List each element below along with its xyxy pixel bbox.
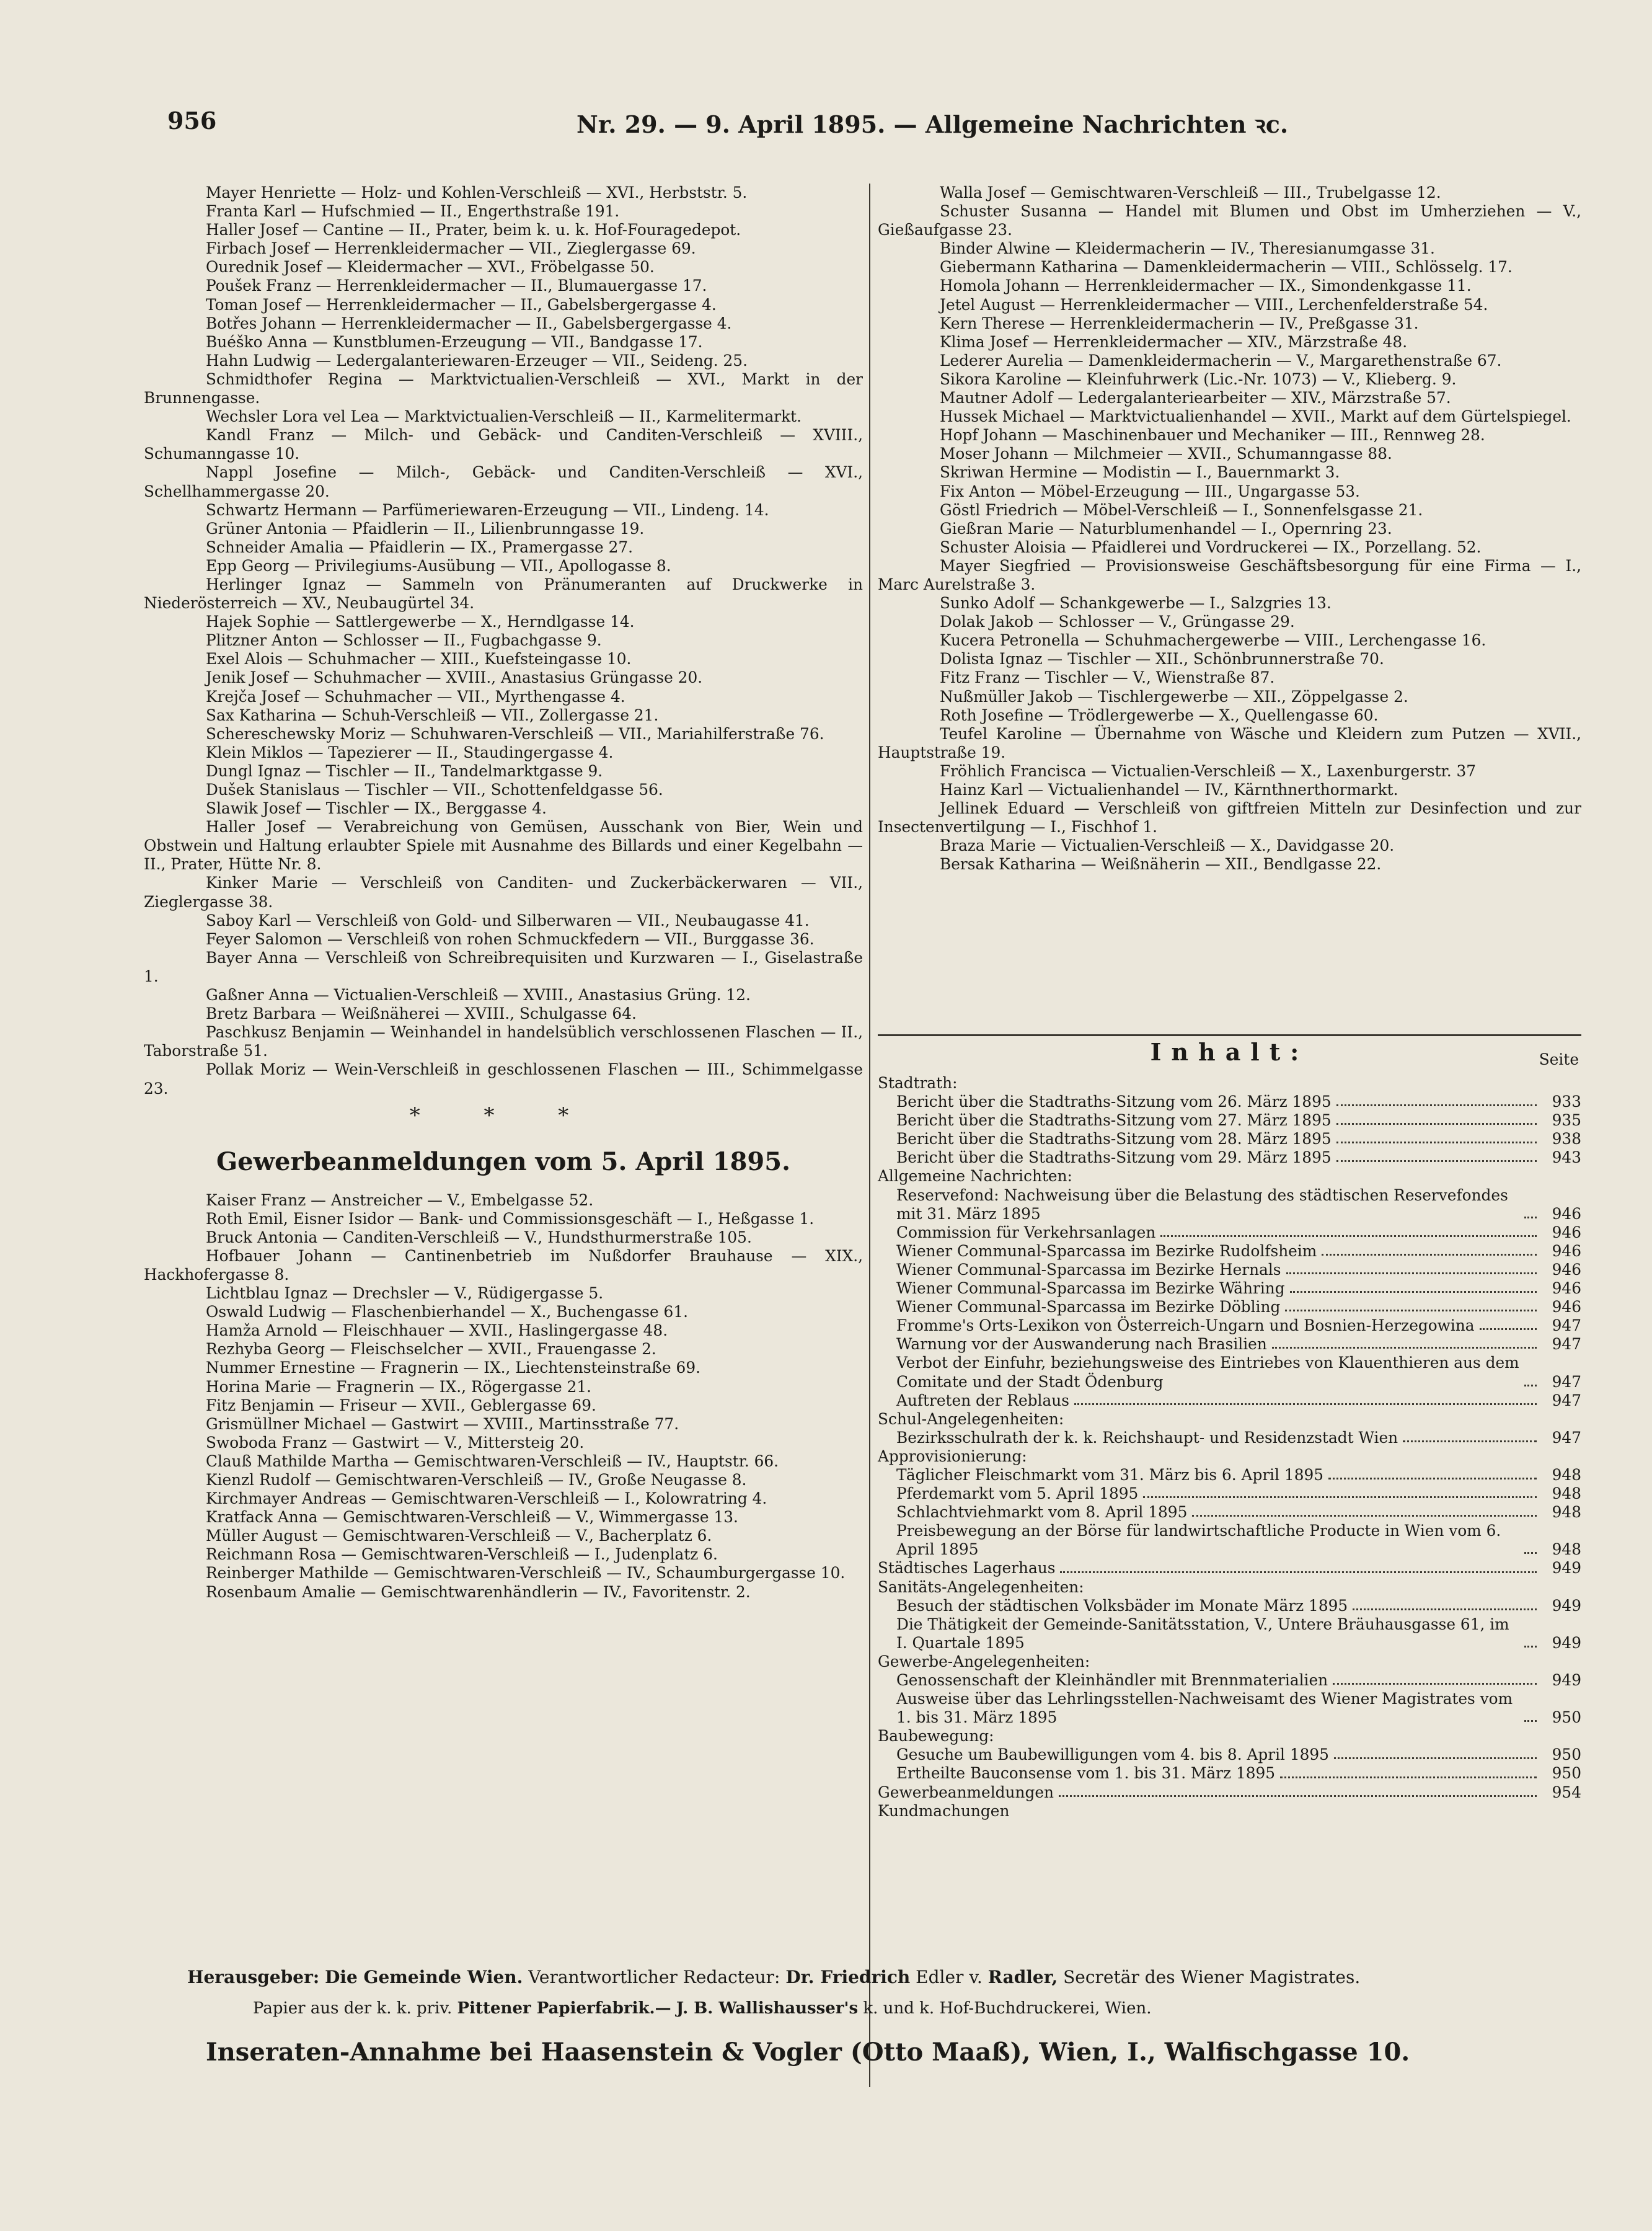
toc-row [878, 1148, 1581, 1167]
trade-entry: Kandl Franz — Milch- und Gebäck- und Canditen-Verschleiß — XVIII., Schumanngasse 10. [144, 426, 863, 463]
trade-entry: Wechsler Lora vel Lea — Marktvictualien-Verschleiß — II., Karmelitermarkt. [206, 407, 802, 426]
toc-row [878, 1279, 1581, 1298]
toc-page-number: 947 [1552, 1335, 1581, 1354]
editor-title: Edler v. [916, 1967, 983, 1987]
toc-row [878, 1298, 1581, 1316]
toc-page-number: 938 [1552, 1130, 1581, 1148]
toc-leader-dots [1322, 1254, 1537, 1256]
registration-entry: Fitz Benjamin — Friseur — XVII., Geblergasse 69. [206, 1396, 596, 1414]
toc-title: Inhalt: [1150, 1038, 1309, 1066]
trade-entry: Kinker Marie — Verschleiß von Canditen- und Zuckerbäckerwaren — VII., Zieglergasse 38. [144, 874, 863, 911]
trade-entry: Firbach Josef — Herrenkleidermacher — VII., Zieglergasse 69. [206, 239, 696, 258]
toc-row [878, 1484, 1581, 1503]
toc-page-number: 948 [1552, 1540, 1581, 1559]
toc-page-number: 954 [1552, 1783, 1581, 1801]
registration-entry: Horina Marie — Fragnerin — IX., Rögergasse 21. [206, 1377, 592, 1396]
trade-entry: Gießran Marie — Naturblumenhandel — I., Opernring 23. [940, 519, 1392, 538]
toc-entry-text: Die Thätigkeit der Gemeinde-Sanitätsstation, V., Untere Bräuhausgasse 61, im I. Quartale 1895 [896, 1615, 1509, 1652]
registration-entry: Clauß Mathilde Martha — Gemischtwaren-Verschleiß — IV., Hauptstr. 66. [206, 1452, 779, 1470]
trade-entry: Sikora Karoline — Kleinfuhrwerk (Lic.-Nr. 1073) — V., Klieberg. 9. [940, 370, 1457, 388]
toc-leader-dots [1059, 1795, 1537, 1797]
registration-entry: Oswald Ludwig — Flaschenbierhandel — X., Buchengasse 61. [206, 1303, 688, 1321]
registration-entry: Swoboda Franz — Gastwirt — V., Mittersteig 20. [206, 1433, 585, 1452]
trade-entry: Dušek Stanislaus — Tischler — VII., Schottenfeldgasse 56. [206, 781, 663, 799]
toc-entry-text: Allgemeine Nachrichten: [878, 1167, 1072, 1186]
trade-entry: Fix Anton — Möbel-Erzeugung — III., Ungargasse 53. [940, 482, 1360, 500]
toc-page-number: 950 [1552, 1708, 1581, 1727]
toc-entry-text: Gesuche um Baubewilligungen vom 4. bis 8. April 1895 [896, 1745, 1329, 1764]
printer-name: J. B. Wallishausser's [676, 1999, 859, 2018]
toc-leader-dots [1285, 1310, 1537, 1311]
toc-leader-dots [1333, 1683, 1537, 1685]
toc-leader-dots [1192, 1515, 1537, 1517]
trade-entry: Homola Johann — Herrenkleidermacher — IX., Simondenkgasse 11. [940, 277, 1472, 295]
trade-entry: Hajek Sophie — Sattlergewerbe — X., Herndlgasse 14. [206, 613, 635, 631]
toc-page-number: 947 [1552, 1316, 1581, 1335]
trade-entry: Schneider Amalia — Pfaidlerin — IX., Pramergasse 27. [206, 538, 634, 556]
toc-entry-text: Bericht über die Stadtraths-Sitzung vom 26. März 1895 [896, 1093, 1332, 1111]
toc-row [878, 1559, 1581, 1577]
toc-entry-text: Bericht über die Stadtraths-Sitzung vom 29. März 1895 [896, 1148, 1332, 1167]
toc-page-number: 948 [1552, 1465, 1581, 1484]
toc-page-number: 949 [1552, 1633, 1581, 1652]
trade-entry: Skriwan Hermine — Modistin — I., Bauernmarkt 3. [940, 463, 1340, 482]
trade-entry: Mautner Adolf — Ledergalanteriearbeiter — XIV., Märzstraße 57. [940, 389, 1451, 407]
toc-entry-text: Täglicher Fleischmarkt vom 31. März bis 6. April 1895 [896, 1465, 1324, 1484]
toc-leader-dots [1160, 1235, 1537, 1237]
toc-leader-dots [1524, 1646, 1537, 1648]
trade-entry: Giebermann Katharina — Damenkleidermacherin — VIII., Schlösselg. 17. [940, 258, 1513, 277]
registration-entry: Grismüllner Michael — Gastwirt — XVIII., Martinsstraße 77. [206, 1414, 679, 1433]
toc-row [878, 1615, 1581, 1652]
toc-page-number: 950 [1552, 1745, 1581, 1764]
trade-entry: Botřes Johann — Herrenkleidermacher — II., Gabelsbergergasse 4. [206, 314, 732, 332]
trade-entry: Schuster Aloisia — Pfaidlerei und Vordruckerei — IX., Porzellang. 52. [940, 538, 1482, 556]
toc-row [878, 1783, 1581, 1802]
toc-row [878, 1186, 1581, 1223]
toc-entry-text: Gewerbeanmeldungen [878, 1783, 1054, 1801]
toc-page-number: 943 [1552, 1148, 1581, 1167]
trade-entry: Braza Marie — Victualien-Verschleiß — X., Davidgasse 20. [940, 836, 1395, 855]
table-of-contents [878, 1038, 1581, 1821]
registration-entry: Lichtblau Ignaz — Drechsler — V., Rüdigergasse 5. [206, 1284, 604, 1303]
trade-entry: Bersak Katharina — Weißnäherin — XII., Bendlgasse 22. [940, 855, 1382, 874]
trade-entry: Jenik Josef — Schuhmacher — XVIII., Anastasius Grüngasse 20. [206, 668, 703, 687]
toc-row [878, 1671, 1581, 1690]
toc-entry-text: Gewerbe-Angelegenheiten: [878, 1652, 1090, 1670]
toc-row [878, 1242, 1581, 1261]
toc-entry-text: Städtisches Lagerhaus [878, 1559, 1056, 1577]
section-divider-stars: * * * [409, 1102, 598, 1128]
toc-page-number: 948 [1552, 1503, 1581, 1522]
trade-entry: Klima Josef — Herrenkleidermacher — XIV., Märzstraße 48. [940, 332, 1408, 351]
toc-page-number: 946 [1552, 1298, 1581, 1316]
toc-row [878, 1745, 1581, 1764]
toc-entry-text: Bericht über die Stadtraths-Sitzung vom 28. März 1895 [896, 1130, 1332, 1148]
toc-leader-dots [1328, 1478, 1537, 1479]
trade-entry: Slawik Josef — Tischler — IX., Berggasse 4. [206, 799, 547, 818]
paper-mill: Pittener Papierfabrik.— [457, 1999, 671, 2018]
printer-details: k. und k. Hof-Buchdruckerei, Wien. [863, 1999, 1152, 2018]
trade-entry: Toman Josef — Herrenkleidermacher — II., Gabelsbergergasse 4. [206, 295, 717, 314]
registration-entry: Reinberger Mathilde — Gemischtwaren-Verschleiß — IV., Schaumburgergasse 10. [206, 1564, 846, 1582]
toc-row [878, 1335, 1581, 1354]
header-title: Nr. 29. — 9. April 1895. — Allgemeine Nachrichten ꝛc. [576, 110, 1289, 138]
toc-entry-text: Wiener Communal-Sparcassa im Bezirke Döbling [896, 1298, 1281, 1316]
toc-page-number: 947 [1552, 1391, 1581, 1409]
trade-entry: Hainz Karl — Victualienhandel — IV., Kärnthnerthormarkt. [940, 781, 1398, 799]
toc-entry-text: Schul-Angelegenheiten: [878, 1409, 1064, 1428]
editor-surname: Radler, [987, 1967, 1058, 1987]
trade-entry: Krejča Josef — Schuhmacher — VII., Myrthengasse 4. [206, 687, 625, 706]
advertising-line: Inseraten-Annahme bei Haasenstein & Vogler (Otto Maaß), Wien, I., Walfischgasse 10. [206, 2038, 1410, 2067]
registration-entry: Rosenbaum Amalie — Gemischtwarenhändlerin — IV., Favoritenstr. 2. [206, 1582, 751, 1601]
toc-row [878, 1597, 1581, 1615]
publisher-label: Herausgeber: [187, 1967, 320, 1987]
imprint-footer [144, 1957, 1508, 2087]
trade-entry: Roth Josefine — Trödlergewerbe — X., Quellengasse 60. [940, 706, 1379, 724]
toc-leader-dots [1334, 1757, 1537, 1759]
toc-page-number: 950 [1552, 1764, 1581, 1783]
toc-row [878, 1167, 1581, 1186]
trade-entry: Grüner Antonia — Pfaidlerin — II., Lilienbrunngasse 19. [206, 519, 645, 538]
trade-entry: Klein Miklos — Tapezierer — II., Staudingergasse 4. [206, 743, 614, 761]
toc-entry-text: Reservefond: Nachweisung über die Belastung des städtischen Reservefondes mit 31. März 1895 [896, 1186, 1508, 1223]
toc-entry-text: Fromme's Orts-Lexikon von Österreich-Ungarn und Bosnien-Herzegowina [896, 1316, 1475, 1335]
trade-entry: Bayer Anna — Verschleiß von Schreibrequisiten und Kurzwaren — I., Giselastraße 1. [144, 948, 863, 985]
toc-leader-dots [1353, 1608, 1537, 1610]
toc-row [878, 1074, 1581, 1093]
left-entry-list [144, 184, 863, 1098]
toc-row [878, 1111, 1581, 1130]
column-divider [869, 184, 870, 2087]
toc-page-number: 947 [1552, 1428, 1581, 1447]
trade-entry: Pollak Moriz — Wein-Verschleiß in geschlossenen Flaschen — III., Schimmelgasse 23. [144, 1060, 863, 1098]
trade-entry: Buéško Anna — Kunstblumen-Erzeugung — VII., Bandgasse 17. [206, 332, 703, 351]
toc-list [878, 1074, 1581, 1821]
toc-page-number: 949 [1552, 1671, 1581, 1689]
trade-entry: Exel Alois — Schuhmacher — XIII., Kuefsteingasse 10. [206, 650, 632, 668]
trade-entry: Jetel August — Herrenkleidermacher — VIII., Lerchenfelderstraße 54. [940, 295, 1488, 314]
trade-entry: Sax Katharina — Schuh-Verschleiß — VII., Zollergasse 21. [206, 706, 659, 724]
trade-entry: Moser Johann — Milchmeier — XVII., Schumanngasse 88. [940, 445, 1392, 463]
toc-leader-dots [1480, 1328, 1537, 1330]
toc-page-number: 946 [1552, 1260, 1581, 1279]
toc-page-number: 946 [1552, 1241, 1581, 1260]
trade-entry: Dolista Ignaz — Tischler — XII., Schönbrunnerstraße 70. [940, 650, 1384, 668]
trade-entry: Paschkusz Benjamin — Weinhandel in handelsüblich verschlossenen Flaschen — II., Taborstraße 51. [144, 1023, 863, 1060]
toc-row [878, 1316, 1581, 1335]
editor-label: Verantwortlicher Redacteur: [528, 1967, 780, 1987]
toc-leader-dots [1524, 1217, 1537, 1218]
toc-leader-dots [1060, 1571, 1537, 1573]
registration-entry: Hamža Arnold — Fleischhauer — XVII., Haslingergasse 48. [206, 1321, 668, 1340]
trade-entry: Göstl Friedrich — Möbel-Verschleiß — I., Sonnenfelsgasse 21. [940, 500, 1423, 519]
trade-entry: Kucera Petronella — Schuhmachergewerbe — VIII., Lerchengasse 16. [940, 631, 1486, 650]
toc-leader-dots [1336, 1123, 1537, 1125]
trade-entry: Dolak Jakob — Schlosser — V., Grüngasse 29. [940, 613, 1295, 631]
toc-row [878, 1802, 1581, 1821]
toc-header [878, 1038, 1581, 1074]
toc-entry-text: Ausweise über das Lehrlingsstellen-Nachweisamt des Wiener Magistrates vom 1. bis 31. März 1895 [896, 1690, 1513, 1727]
trade-entry: Herlinger Ignaz — Sammeln von Pränumeranten auf Druckwerke in Niederösterreich — XV., Neubaugürtel 34. [144, 575, 863, 613]
toc-entry-text: Wiener Communal-Sparcassa im Bezirke Hernals [896, 1260, 1281, 1279]
toc-entry-text: Commission für Verkehrsanlagen [896, 1223, 1156, 1241]
toc-leader-dots [1403, 1440, 1537, 1442]
toc-entry-text: Warnung vor der Auswanderung nach Brasilien [896, 1335, 1267, 1354]
toc-leader-dots [1524, 1385, 1537, 1386]
registration-entry-list [144, 1191, 863, 1602]
trade-entry: Lederer Aurelia — Damenkleidermacherin — V., Margarethenstraße 67. [940, 351, 1502, 370]
trade-entry: Bretz Barbara — Weißnäherei — XVIII., Schulgasse 64. [206, 1005, 637, 1023]
toc-row [878, 1578, 1581, 1597]
toc-page-number: 947 [1552, 1372, 1581, 1391]
toc-row [878, 1764, 1581, 1783]
toc-row [878, 1261, 1581, 1279]
right-column [878, 184, 1581, 1030]
editor-position: Secretär des Wiener Magistrates. [1063, 1967, 1361, 1987]
trade-entry: Dungl Ignaz — Tischler — II., Tandelmarktgasse 9. [206, 761, 603, 780]
page-number: 956 [167, 107, 217, 135]
trade-entry: Gaßner Anna — Victualien-Verschleiß — XVIII., Anastasius Grüng. 12. [206, 986, 751, 1005]
toc-entry-text: Bezirksschulrath der k. k. Reichshaupt- und Residenzstadt Wien [896, 1428, 1398, 1447]
trade-entry: Ourednik Josef — Kleidermacher — XVI., Fröbelgasse 50. [206, 258, 655, 277]
imprint-line-1 [187, 1967, 1360, 1987]
toc-page-label: Seite [1539, 1050, 1579, 1068]
registration-entry: Reichmann Rosa — Gemischtwaren-Verschleiß — I., Judenplatz 6. [206, 1545, 718, 1564]
page-header [167, 107, 1506, 144]
trade-entry: Nappl Josefine — Milch-, Gebäck- und Canditen-Verschleiß — XVI., Schellhammergasse 20. [144, 463, 863, 500]
toc-entry-text: Bericht über die Stadtraths-Sitzung vom 27. März 1895 [896, 1111, 1332, 1130]
toc-divider [878, 1034, 1581, 1036]
editor-name: Dr. Friedrich [785, 1967, 911, 1987]
trade-entry: Fröhlich Francisca — Victualien-Verschleiß — X., Laxenburgerstr. 37 [940, 761, 1477, 780]
toc-entry-text: Pferdemarkt vom 5. April 1895 [896, 1484, 1139, 1503]
trade-entry: Fitz Franz — Tischler — V., Wienstraße 87. [940, 668, 1275, 687]
trade-entry: Hussek Michael — Marktvictualienhandel — XVII., Markt auf dem Gürtelspiegel. [940, 407, 1571, 426]
trade-entry: Binder Alwine — Kleidermacherin — IV., Theresianumgasse 31. [940, 239, 1435, 258]
toc-entry-text: Baubewegung: [878, 1727, 994, 1745]
toc-row [878, 1503, 1581, 1522]
trade-entry: Nußmüller Jakob — Tischlergewerbe — XII., Zöppelgasse 2. [940, 687, 1408, 706]
toc-leader-dots [1336, 1104, 1537, 1106]
toc-leader-dots [1290, 1291, 1537, 1293]
toc-leader-dots [1336, 1160, 1537, 1162]
toc-row [878, 1130, 1581, 1148]
toc-leader-dots [1143, 1496, 1537, 1498]
toc-entry-text: Stadtrath: [878, 1074, 958, 1092]
toc-leader-dots [1286, 1272, 1537, 1274]
toc-leader-dots [1074, 1403, 1537, 1405]
toc-entry-text: Schlachtviehmarkt vom 8. April 1895 [896, 1503, 1188, 1522]
trade-entry: Feyer Salomon — Verschleiß von rohen Schmuckfedern — VII., Burggasse 36. [206, 929, 815, 948]
toc-row [878, 1223, 1581, 1242]
trade-entry: Hopf Johann — Maschinenbauer und Mechaniker — III., Rennweg 28. [940, 426, 1485, 445]
toc-entry-text: Verbot der Einfuhr, beziehungsweise des Eintriebes von Klauenthieren aus dem Comitate und der Stadt Ödenburg [896, 1354, 1519, 1391]
trade-entry: Schuster Susanna — Handel mit Blumen und Obst im Umherziehen — V., Gießaufgasse 23. [878, 202, 1581, 239]
trade-entry: Sunko Adolf — Schankgewerbe — I., Salzgries 13. [940, 594, 1332, 613]
toc-entry-text: Kundmachungen [878, 1801, 1010, 1820]
toc-page-number: 946 [1552, 1223, 1581, 1241]
toc-row [878, 1652, 1581, 1671]
trade-entry: Franta Karl — Hufschmied — II., Engerthstraße 191. [206, 202, 620, 221]
toc-entry-text: Genossenschaft der Kleinhändler mit Brennmaterialien [896, 1671, 1328, 1689]
toc-page-number: 935 [1552, 1111, 1581, 1130]
registration-entry: Hofbauer Johann — Cantinenbetrieb im Nußdorfer Brauhause — XIX., Hackhofergasse 8. [144, 1246, 863, 1284]
registration-entry: Rezhyba Georg — Fleischselcher — XVII., Frauengasse 2. [206, 1340, 656, 1359]
trade-entry: Schereschewsky Moriz — Schuhwaren-Verschleiß — VII., Mariahilferstraße 76. [206, 724, 824, 743]
trade-entry: Saboy Karl — Verschleiß von Gold- und Silberwaren — VII., Neubaugasse 41. [206, 911, 810, 929]
toc-row [878, 1410, 1581, 1429]
trade-entry: Mayer Henriette — Holz- und Kohlen-Verschleiß — XVI., Herbststr. 5. [206, 184, 748, 202]
toc-leader-dots [1272, 1347, 1537, 1349]
toc-page-number: 948 [1552, 1484, 1581, 1503]
toc-row [878, 1447, 1581, 1466]
registration-entry: Nummer Ernestine — Fragnerin — IX., Liechtensteinstraße 69. [206, 1359, 700, 1377]
toc-leader-dots [1524, 1552, 1537, 1554]
registration-entry: Roth Emil, Eisner Isidor — Bank- und Commissionsgeschäft — I., Heßgasse 1. [206, 1209, 815, 1228]
toc-page-number: 949 [1552, 1559, 1581, 1577]
toc-entry-text: Auftreten der Reblaus [896, 1391, 1069, 1409]
toc-page-number: 933 [1552, 1093, 1581, 1111]
publisher-name: Die Gemeinde Wien. [325, 1967, 523, 1987]
toc-leader-dots [1280, 1776, 1537, 1778]
trade-entry: Epp Georg — Privilegiums-Ausübung — VII., Apollogasse 8. [206, 556, 671, 575]
registration-entry: Kratfack Anna — Gemischtwaren-Verschleiß — V., Wimmergasse 13. [206, 1508, 738, 1527]
left-column [144, 184, 863, 1976]
trade-entry: Schwartz Hermann — Parfümeriewaren-Erzeugung — VII., Lindeng. 14. [206, 500, 769, 519]
toc-row [878, 1522, 1581, 1559]
toc-entry-text: Preisbewegung an der Börse für landwirtschaftliche Producte in Wien vom 6. April 1895 [896, 1522, 1501, 1559]
trade-entry: Walla Josef — Gemischtwaren-Verschleiß — III., Trubelgasse 12. [940, 184, 1441, 202]
registration-entry: Kaiser Franz — Anstreicher — V., Embelgasse 52. [206, 1191, 594, 1209]
toc-row [878, 1466, 1581, 1484]
toc-row [878, 1727, 1581, 1745]
registration-entry: Kienzl Rudolf — Gemischtwaren-Verschleiß — IV., Große Neugasse 8. [206, 1471, 747, 1489]
registration-entry: Müller August — Gemischtwaren-Verschleiß — V., Bacherplatz 6. [206, 1527, 712, 1545]
section-title: Gewerbeanmeldungen vom 5. April 1895. [216, 1147, 790, 1176]
trade-entry: Schmidthofer Regina — Marktvictualien-Verschleiß — XVI., Markt in der Brunnengasse. [144, 370, 863, 407]
registration-entry: Bruck Antonia — Canditen-Verschleiß — V., Hundsthurmerstraße 105. [206, 1228, 752, 1246]
toc-entry-text: Besuch der städtischen Volksbäder im Monate März 1895 [896, 1596, 1348, 1615]
trade-entry: Teufel Karoline — Übernahme von Wäsche und Kleidern zum Putzen — XVII., Hauptstraße 19. [878, 724, 1581, 761]
toc-row [878, 1354, 1581, 1391]
toc-page-number: 946 [1552, 1204, 1581, 1223]
toc-row [878, 1391, 1581, 1410]
registration-entry: Kirchmayer Andreas — Gemischtwaren-Verschleiß — I., Kolowratring 4. [206, 1489, 767, 1508]
trade-entry: Kern Therese — Herrenkleidermacherin — IV., Preßgasse 31. [940, 314, 1419, 332]
toc-entry-text: Wiener Communal-Sparcassa im Bezirke Rudolfsheim [896, 1241, 1317, 1260]
trade-entry: Poušek Franz — Herrenkleidermacher — II., Blumauergasse 17. [206, 277, 707, 295]
toc-page-number: 946 [1552, 1279, 1581, 1298]
trade-entry: Plitzner Anton — Schlosser — II., Fugbachgasse 9. [206, 631, 602, 650]
trade-entry: Haller Josef — Cantine — II., Prater, beim k. u. k. Hof-Fouragedepot. [206, 221, 741, 239]
toc-entry-text: Sanitäts-Angelegenheiten: [878, 1577, 1084, 1596]
toc-entry-text: Wiener Communal-Sparcassa im Bezirke Währing [896, 1279, 1285, 1298]
trade-entry: Hahn Ludwig — Ledergalanteriewaren-Erzeuger — VII., Seideng. 25. [206, 351, 748, 370]
toc-row [878, 1093, 1581, 1111]
toc-page-number: 949 [1552, 1596, 1581, 1615]
toc-row [878, 1690, 1581, 1727]
toc-leader-dots [1524, 1720, 1537, 1722]
trade-entry: Haller Josef — Verabreichung von Gemüsen, Ausschank von Bier, Wein und Obstwein und Haltung erlaubter Spiele mit Ausnahme des Billards und einer Kegelbahn — II., Prater, Hütte Nr. 8. [144, 818, 863, 874]
imprint-line-2 [253, 1999, 1152, 2018]
trade-entry: Mayer Siegfried — Provisionsweise Geschäftsbesorgung für eine Firma — I., Marc Aurelstraße 3. [878, 556, 1581, 593]
right-entry-list [878, 184, 1581, 874]
toc-row [878, 1429, 1581, 1447]
trade-entry: Jellinek Eduard — Verschleiß von giftfreien Mitteln zur Desinfection und zur Insectenvertilgung — I., Fischhof 1. [878, 799, 1581, 836]
paper-label: Papier aus der k. k. priv. [253, 1999, 453, 2018]
toc-entry-text: Ertheilte Bauconsense vom 1. bis 31. März 1895 [896, 1764, 1276, 1783]
toc-entry-text: Approvisionierung: [878, 1447, 1027, 1465]
toc-leader-dots [1336, 1142, 1537, 1143]
